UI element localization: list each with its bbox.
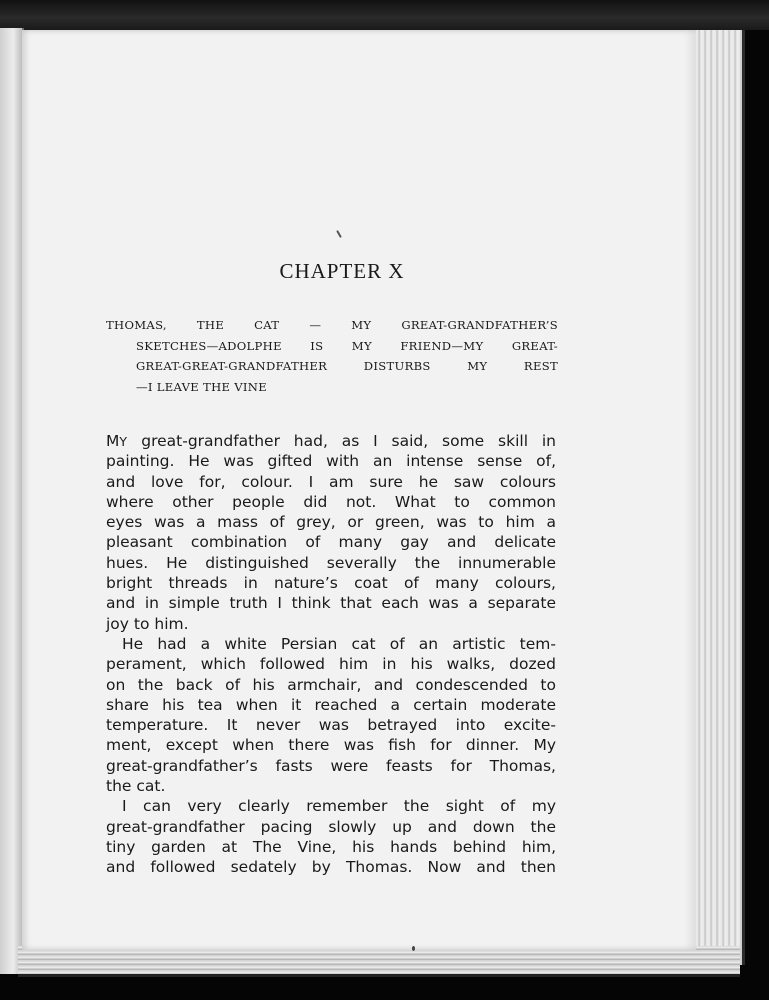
text-line: ment, except when there was fish for dinner. My — [106, 736, 556, 755]
text-line: the cat. — [106, 777, 166, 796]
synopsis-line: THOMAS, THE CAT — MY GREAT-GRANDFATHER’S — [106, 318, 558, 332]
synopsis-line: —I LEAVE THE VINE — [136, 379, 267, 394]
facing-page-edge — [0, 28, 24, 974]
page-stack-edge-bottom — [18, 946, 740, 977]
text-line: hues. He distinguished severally the innumerable — [106, 553, 556, 572]
text-line: painting. He was gifted with an intense sense of, — [106, 452, 556, 471]
text-line: I can very clearly remember the sight of my — [122, 797, 556, 816]
text-line: great-grandfather pacing slowly up and down the — [106, 817, 556, 836]
initial-letter: M — [106, 432, 120, 450]
text-line: share his tea when it reached a certain moderate — [106, 695, 556, 714]
text-line: on the back of his armchair, and condescended to — [106, 675, 556, 694]
page-stack-edge-right — [690, 30, 745, 965]
text-line: He had a white Persian cat of an artistic tem- — [122, 634, 556, 653]
paper-speck — [336, 230, 342, 238]
synopsis-line: GREAT-GREAT-GRANDFATHER DISTURBS MY REST — [136, 359, 558, 373]
text-line — [106, 431, 556, 451]
text-line: and followed sedately by Thomas. Now and then — [106, 858, 556, 877]
text-line: perament, which followed him in his walks, dozed — [106, 655, 556, 674]
text-line: and love for, colour. I am sure he saw colours — [106, 472, 556, 491]
text-line: and in simple truth I think that each was a separate — [106, 594, 556, 613]
text-line: eyes was a mass of grey, or green, was to him a — [106, 513, 556, 532]
paper-speck — [412, 946, 415, 951]
text-line: where other people did not. What to common — [106, 492, 556, 511]
book-page — [22, 30, 696, 950]
synopsis-line: SKETCHES—ADOLPHE IS MY FRIEND—MY GREAT- — [136, 338, 558, 353]
book-cover-edge — [0, 0, 769, 30]
text-line-content: great-grandfather had, as I said, some skill in — [127, 432, 556, 450]
small-caps-letter: Y — [119, 434, 128, 449]
text-line: temperature. It never was betrayed into excite- — [106, 716, 556, 735]
text-line: tiny garden at The Vine, his hands behind him, — [106, 837, 556, 856]
body-text — [106, 431, 556, 878]
chapter-title: CHAPTER X — [279, 259, 405, 283]
text-line: bright threads in nature’s coat of many colours, — [106, 574, 556, 593]
chapter-synopsis — [106, 315, 558, 397]
text-line: great-grandfather’s fasts were feasts for Thomas, — [106, 756, 556, 775]
text-line: joy to him. — [106, 614, 189, 633]
text-line: pleasant combination of many gay and delicate — [106, 533, 556, 552]
